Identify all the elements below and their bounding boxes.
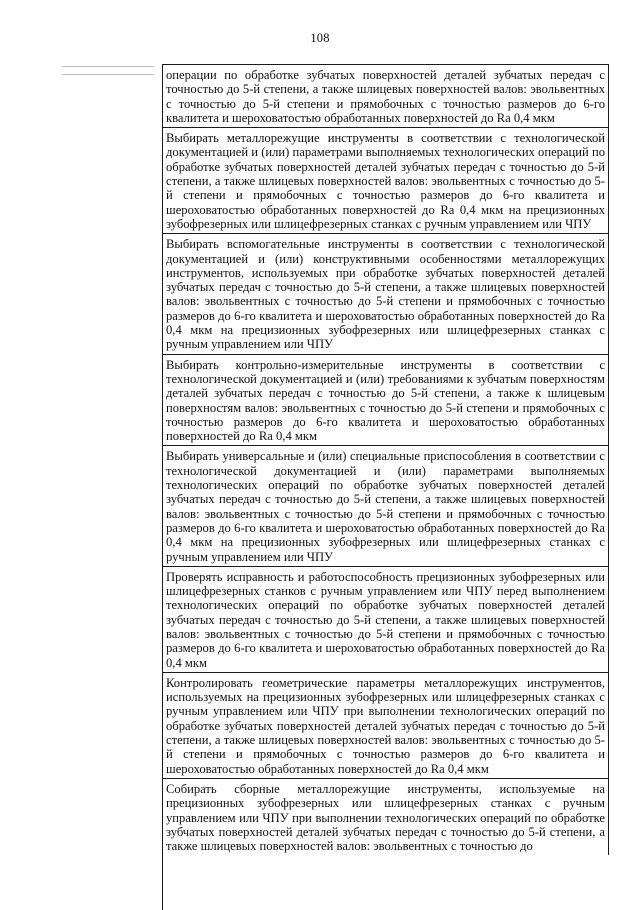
table-cell: Собирать сборные металлорежущие инструменты, используемые на прецизионных зубофрезерных или шлицефрезерных станках с ручным управлением или ЧПУ при выполнении технологических операций по обработке зубчатых поверхностей деталей зубчатых передач с точностью до 5-й степени, а также шлицевых поверхностей валов: эвольвентных с точностью до (166, 781, 605, 854)
left-column-rule (62, 74, 154, 75)
page-number: 108 (310, 31, 330, 45)
table-right-column (163, 64, 609, 855)
skills-table (50, 64, 608, 910)
table-cell: Контролировать геометрические параметры металлорежущих инструментов, используемых на прецизионных зубофрезерных или шлицефрезерных станках с ручным управлением или ЧПУ при выполнении технологических операций по обработке зубчатых поверхностей деталей зубчатых передач с точностью до 5-й степени, а также шлицевых поверхностей валов: эвольвентных с точностью до 5-й степени и прямобочных с точностью размеров до 6-го квалитета и шероховатостью обработанных поверхностей до Ra 0,4 мкм (163, 673, 608, 779)
table-cell: Проверять исправность и работоспособность прецизионных зубофрезерных или шлицефрезерных станков с ручным управлением или ЧПУ перед выполнением технологических операций по обработке зубчатых поверхностей деталей зубчатых передач с точностью до 5-й степени, а также шлицевых поверхностей валов: эвольвентных с точностью до 5-й степени и прямобочных с точностью размеров до 6-го квалитета и шероховатостью обработанных поверхностей до Ra 0,4 мкм (163, 567, 608, 673)
table-cell: Выбирать контрольно-измерительные инструменты в соответствии с технологической документацией и (или) требованиями к зубчатым поверхностям деталей зубчатых передач с точностью до 5-й степени, а также к шлицевым поверхностям валов: эвольвентных с точностью до 5-й степени и прямобочных с точностью размеров до 6-го квалитета и шероховатостью обработанных поверхностей до Ra 0,4 мкм (163, 355, 608, 447)
table-cell: Выбирать универсальные и (или) специальные приспособления в соответствии с технологической документацией и (или) параметрами выполняемых технологических операций по обработке зубчатых поверхностей деталей зубчатых передач с точностью до 5-й степени, а также шлицевых поверхностей валов: эвольвентных с точностью до 5-й степени и прямобочных с точностью размеров до 6-го квалитета и шероховатостью обработанных поверхностей до Ra 0,4 мкм на прецизионных зубофрезерных или шлицефрезерных станках с ручным управлением или ЧПУ (163, 446, 608, 566)
table-cell: Выбирать металлорежущие инструменты в соответствии с технологической документацией и (или) параметрами выполняемых технологических операций по обработке зубчатых поверхностей деталей зубчатых передач с точностью до 5-й степени, а также шлицевых поверхностей валов: эвольвентных с точностью до 5-й степени и прямобочных с точностью размеров до 6-го квалитета и шероховатостью обработанных поверхностей до Ra 0,4 мкм на прецизионных зубофрезерных или шлицефрезерных станках с ручным управлением или ЧПУ (163, 128, 608, 234)
table-left-column (50, 64, 163, 910)
left-column-rule (62, 66, 154, 67)
table-cell: Выбирать вспомогательные инструменты в соответствии с технологической документацией и (или) конструктивными особенностями металлорежущих инструментов, используемых при обработке зубчатых поверхностей деталей зубчатых передач с точностью до 5-й степени, а также шлицевых поверхностей валов: эвольвентных с точностью до 5-й степени и прямобочных с точностью размеров до 6-го квалитета и шероховатостью обработанных поверхностей до Ra 0,4 мкм на прецизионных зубофрезерных или шлицефрезерных станках с ручным управлением или ЧПУ (163, 234, 608, 354)
table-cell: операции по обработке зубчатых поверхностей деталей зубчатых передач с точностью до 5-й степени, а также шлицевых поверхностей валов: эвольвентных с точностью до 5-й степени и прямобочных с точностью размеров до 6-го квалитета и шероховатостью обработанных поверхностей до Ra 0,4 мкм (163, 65, 608, 128)
